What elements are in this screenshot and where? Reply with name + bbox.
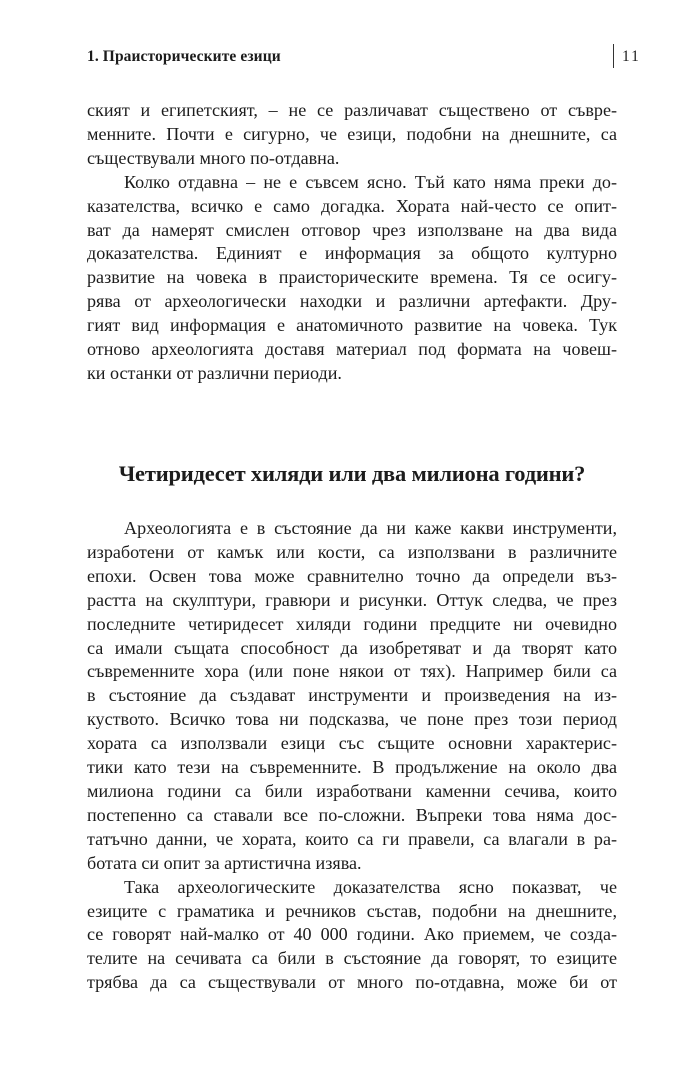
section-heading: Четиридесет хиляди или два милиона години? — [118, 461, 586, 486]
text-line: куството. Всичко това ни подсказва, че поне през този период — [87, 709, 617, 730]
text-line: доказателства. Единият е информация за общото културно — [87, 243, 617, 264]
text-line: Колко отдавна – не е съвсем ясно. Тъй като няма преки до- — [124, 171, 617, 192]
text-line: развитие на човека в праисторическите времена. Тя се осигу- — [87, 267, 617, 288]
text-line: в състояние да създават инструменти и произведения на из- — [87, 685, 617, 706]
text-line: тики като тези на съвременните. В продължение на около два — [87, 757, 617, 778]
text-line: постепенно са ставали все по-сложни. Въпреки това няма дос- — [87, 804, 617, 825]
page-number: 11 — [622, 48, 641, 65]
text-line: казателства, всичко е само догадка. Хората най-често се опит- — [87, 195, 617, 216]
text-line: рява от археологически находки и различни артефакти. Дру- — [87, 291, 617, 312]
text-line: епохи. Освен това може сравнително точно да определи въз- — [87, 565, 617, 586]
text-line: телите на сечивата са били в състояние да говорят, то езиците — [87, 948, 617, 969]
text-line: Археологията е в състояние да ни каже какви инструменти, — [124, 518, 617, 538]
body-text-bottom — [87, 517, 617, 995]
text-line: хората са използвали езици със същите основни характерис- — [87, 733, 617, 754]
text-line: ският и египетският, – не се различават съществено от съвре- — [87, 100, 617, 120]
text-line: ки останки от различни периоди. — [87, 362, 342, 383]
text-line: се говорят най-малко от 40 000 години. Ако приемем, че созда- — [87, 924, 617, 945]
header-divider — [613, 44, 614, 68]
text-line: Така археологическите доказателства ясно показват, че — [124, 876, 617, 897]
text-line: последните четиридесет хиляди години предците ни очевидно — [87, 613, 617, 634]
body-text-top — [87, 99, 617, 386]
text-line: изработени от камък или кости, са използвани в различните — [87, 541, 617, 562]
text-line: отново археологията доставя материал под формата на човеш- — [87, 339, 617, 360]
text-line: езиците с граматика и речников състав, подобни на днешните, — [87, 900, 617, 921]
text-line: са имали същата способност да изобретяват и да творят като — [87, 637, 617, 658]
text-line: менните. Почти е сигурно, че езици, подобни на днешните, са — [87, 123, 617, 144]
text-line: растта на скулптури, гравюри и рисунки. Оттук следва, че през — [87, 589, 617, 610]
text-line: трябва да са съществували от много по-отдавна, може би от — [87, 972, 617, 993]
text-line: съвременните хора (или поне някои от тях). Например били са — [87, 661, 617, 682]
text-line: милиона години са били изработвани каменни сечива, които — [87, 780, 617, 801]
text-line: съществували много по-отдавна. — [87, 147, 340, 168]
text-line: ботата си опит за артистична изява. — [87, 852, 362, 873]
running-header-chapter-title: 1. Праисторическите езици — [87, 48, 281, 65]
text-line: гият вид информация е анатомичното развитие на човека. Тук — [87, 315, 617, 336]
text-line: татъчно данни, че хората, които са ги правели, са влагали в ра- — [87, 828, 617, 849]
text-line: ват да намерят смислен отговор чрез използване на два вида — [87, 219, 617, 240]
